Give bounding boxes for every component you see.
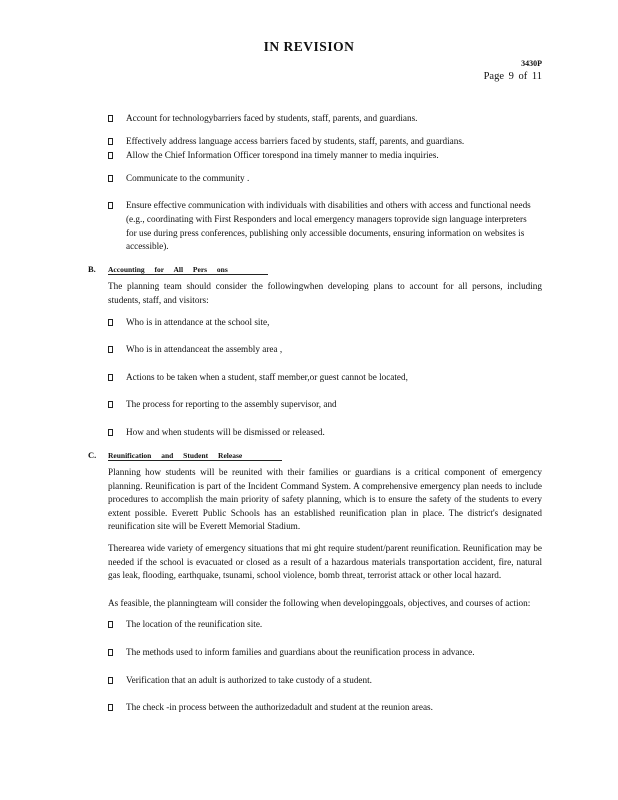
section-c-paragraph: Therearea wide variety of emergency situations that mi ght require student/parent reunification. Reunification may be needed if the school is evacuated or closed as a result of a hazardous materials transportation accident, fire, natural gas leak, flooding, earthquake, tsunami, school violence, bomb threat, terrorist attack or other local hazard. xyxy=(108,543,542,581)
list-item: Who is in attendance at the school site, xyxy=(126,316,534,330)
list-item: How and when students will be dismissed or released. xyxy=(126,426,534,440)
page-number: Page 9 of 11 xyxy=(483,71,542,82)
document-body xyxy=(0,112,618,724)
list-item: The methods used to inform families and guardians about the reunification process in advance. xyxy=(126,646,534,660)
page-title: IN REVISION xyxy=(263,39,355,54)
section-b-intro: The planning team should consider the followingwhen developing plans to account for all persons, including students, staff, and visitors: xyxy=(108,281,542,305)
list-item: Who is in attendanceat the assembly area , xyxy=(126,343,534,357)
section-c-paragraph: As feasible, the planningteam will consider the following when developinggoals, objectives, and courses of action: xyxy=(108,597,531,608)
section-c-paragraph: Planning how students will be reunited with their families or guardians is a critical component of emergency planning. Reunification is part of the Incident Command System. A comprehensive emergency plan needs to include procedures to accomplish the main priority of safety planning, which is to ensure the safety of the students to every extent possible. Everett Public Schools has an established reunification plan in place. The district's designated reunification site will be Everett Memorial Stadium. xyxy=(108,467,542,532)
section-title: Reunification and Student Release xyxy=(108,451,282,461)
list-item: Account for technologybarriers faced by students, staff, parents, and guardians. xyxy=(126,112,534,126)
list-item: Allow the Chief Information Officer torespond ina timely manner to media inquiries. xyxy=(126,149,534,163)
list-item: Communicate to the community . xyxy=(126,172,534,186)
list-item: Ensure effective communication with individuals with disabilities and others with access and functional needs (e.g., coordinating with First Responders and local emergency managers toprovide sign language interpreters for use during press conferences, publishing only accessible documents, ensuring information on websites is accessible). xyxy=(126,199,534,253)
list-item: The check -in process between the authorizedadult and student at the reunion areas. xyxy=(126,701,534,715)
section-letter: B. xyxy=(88,263,96,274)
list-item: Effectively address language access barriers faced by students, staff, parents, and guardians. xyxy=(126,135,534,149)
section-heading-b xyxy=(88,263,618,277)
section-title: Accounting for All Pers ons xyxy=(108,265,268,275)
list-item: The location of the reunification site. xyxy=(126,618,534,632)
section-letter: C. xyxy=(88,449,97,460)
policy-number: 3430P xyxy=(521,59,542,68)
section-heading-c xyxy=(88,449,618,463)
list-item: Actions to be taken when a student, staff member,or guest cannot be located, xyxy=(126,371,534,385)
list-item: The process for reporting to the assembly supervisor, and xyxy=(126,398,534,412)
list-item: Verification that an adult is authorized to take custody of a student. xyxy=(126,674,534,688)
